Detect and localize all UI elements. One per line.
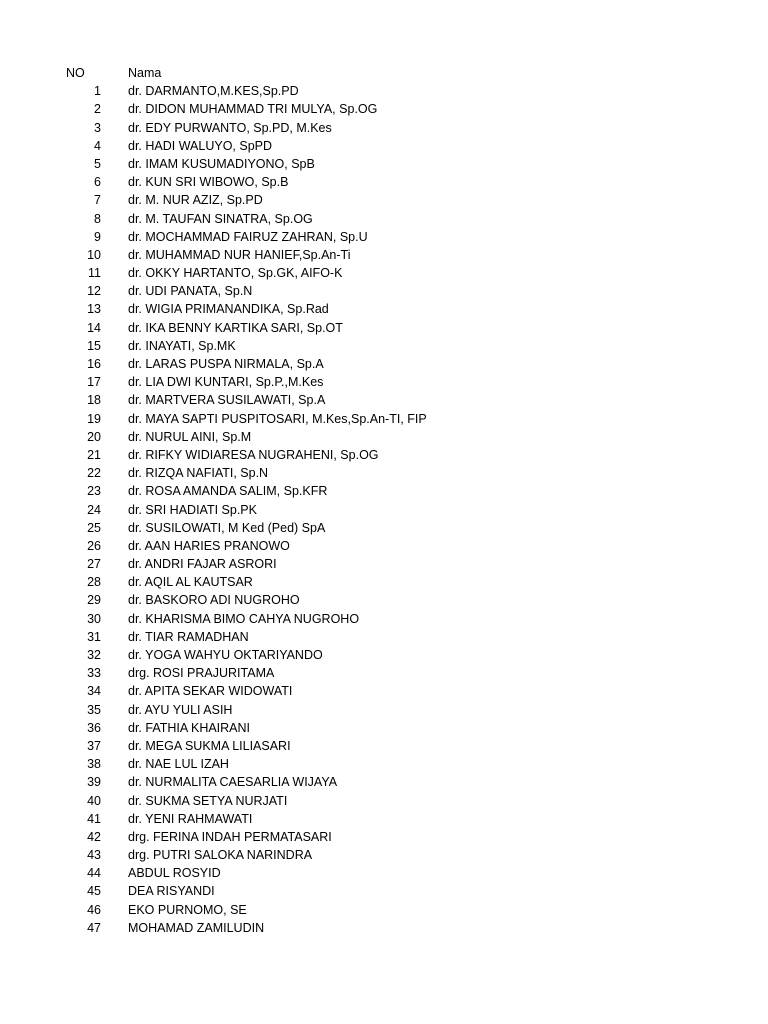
table-row — [0, 210, 768, 228]
table-row — [0, 264, 768, 282]
table-row — [0, 537, 768, 555]
table-row — [0, 337, 768, 355]
row-number: 20 — [87, 429, 101, 444]
row-number: 29 — [87, 593, 101, 608]
row-number: 14 — [87, 320, 101, 335]
row-name: drg. PUTRI SALOKA NARINDRA — [128, 848, 313, 863]
row-name: drg. FERINA INDAH PERMATASARI — [128, 829, 332, 844]
row-number: 26 — [87, 538, 101, 553]
table-row — [0, 482, 768, 500]
table-row — [0, 682, 768, 700]
row-name: dr. RIFKY WIDIARESA NUGRAHENI, Sp.OG — [128, 447, 379, 462]
row-name: dr. YOGA WAHYU OKTARIYANDO — [128, 648, 323, 662]
table-row — [0, 282, 768, 300]
table-row — [0, 100, 768, 118]
row-number: 12 — [87, 284, 101, 299]
row-name: dr. RIZQA NAFIATI, Sp.N — [128, 466, 269, 481]
table-row — [0, 792, 768, 810]
table-row — [0, 737, 768, 755]
row-number: 5 — [94, 156, 101, 171]
row-number: 22 — [87, 466, 101, 481]
row-number: 45 — [87, 884, 101, 899]
row-number: 19 — [87, 411, 101, 426]
row-name: dr. KUN SRI WIBOWO, Sp.B — [128, 175, 289, 190]
table-row — [0, 828, 768, 846]
row-name: ABDUL ROSYID — [128, 866, 221, 881]
row-name: dr. OKKY HARTANTO, Sp.GK, AIFO-K — [128, 266, 343, 281]
row-number: 8 — [94, 211, 101, 226]
row-number: 28 — [87, 575, 101, 590]
row-name: EKO PURNOMO, SE — [128, 902, 247, 917]
table-row — [0, 501, 768, 519]
row-number: 9 — [94, 229, 101, 244]
row-number: 38 — [87, 757, 101, 772]
table-row — [0, 246, 768, 264]
row-name: dr. LIA DWI KUNTARI, Sp.P.,M.Kes — [128, 375, 324, 390]
table-row — [0, 755, 768, 773]
row-number: 1 — [94, 84, 101, 99]
table-row — [0, 664, 768, 682]
row-name: dr. WIGIA PRIMANANDIKA, Sp.Rad — [128, 302, 329, 317]
table-row — [0, 864, 768, 882]
row-name: dr. EDY PURWANTO, Sp.PD, M.Kes — [128, 120, 332, 135]
row-number: 24 — [87, 502, 101, 517]
row-name: dr. M. NUR AZIZ, Sp.PD — [128, 193, 263, 208]
row-number: 32 — [87, 648, 101, 662]
table-row — [0, 573, 768, 591]
row-name: dr. KHARISMA BIMO CAHYA NUGROHO — [128, 611, 360, 626]
row-name: dr. MUHAMMAD NUR HANIEF,Sp.An-Ti — [128, 247, 351, 262]
row-name: DEA RISYANDI — [128, 884, 215, 899]
row-number: 10 — [87, 247, 101, 262]
row-name: dr. DARMANTO,M.KES,Sp.PD — [128, 84, 299, 99]
row-name: dr. AYU YULI ASIH — [128, 702, 233, 717]
row-name: dr. HADI WALUYO, SpPD — [128, 138, 273, 153]
table-row — [0, 555, 768, 573]
table-row — [0, 591, 768, 609]
row-number: 2 — [94, 102, 101, 117]
row-number: 6 — [94, 175, 101, 190]
row-name: drg. ROSI PRAJURITAMA — [128, 666, 275, 681]
table-row — [0, 610, 768, 628]
table-body — [0, 82, 768, 937]
row-name: dr. TIAR RAMADHAN — [128, 629, 249, 644]
header-no: NO — [66, 66, 85, 80]
row-number: 17 — [87, 375, 101, 390]
row-name: MOHAMAD ZAMILUDIN — [128, 920, 265, 935]
row-name: dr. M. TAUFAN SINATRA, Sp.OG — [128, 211, 313, 226]
table-row — [0, 137, 768, 155]
row-name: dr. DIDON MUHAMMAD TRI MULYA, Sp.OG — [128, 102, 378, 117]
row-name: dr. NAE LUL IZAH — [128, 757, 229, 772]
row-number: 39 — [87, 775, 101, 790]
table-row — [0, 428, 768, 446]
table-row — [0, 810, 768, 828]
row-name: dr. ROSA AMANDA SALIM, Sp.KFR — [128, 484, 328, 499]
table-row — [0, 82, 768, 100]
table-row — [0, 300, 768, 318]
row-number: 15 — [87, 338, 101, 353]
row-name: dr. NURMALITA CAESARLIA WIJAYA — [128, 775, 338, 790]
row-number: 35 — [87, 702, 101, 717]
row-number: 43 — [87, 848, 101, 863]
row-name: dr. IMAM KUSUMADIYONO, SpB — [128, 156, 315, 171]
row-number: 18 — [87, 393, 101, 408]
row-number: 46 — [87, 902, 101, 917]
row-name: dr. YENI RAHMAWATI — [128, 811, 253, 826]
row-name: dr. AQIL AL KAUTSAR — [128, 575, 253, 590]
row-number: 42 — [87, 829, 101, 844]
row-name: dr. MAYA SAPTI PUSPITOSARI, M.Kes,Sp.An-TI, FIP — [128, 411, 427, 426]
table-row — [0, 646, 768, 664]
table-row — [0, 901, 768, 919]
row-name: dr. SUKMA SETYA NURJATI — [128, 793, 288, 808]
row-name: dr. IKA BENNY KARTIKA SARI, Sp.OT — [128, 320, 343, 335]
row-number: 27 — [87, 557, 101, 572]
table-row — [0, 446, 768, 464]
table-row — [0, 519, 768, 537]
row-number: 25 — [87, 520, 101, 535]
row-name: dr. AAN HARIES PRANOWO — [128, 538, 290, 553]
row-number: 13 — [87, 302, 101, 317]
table-row — [0, 228, 768, 246]
row-name: dr. INAYATI, Sp.MK — [128, 338, 236, 353]
table-row — [0, 319, 768, 337]
table-row — [0, 773, 768, 791]
row-name: dr. FATHIA KHAIRANI — [128, 720, 251, 735]
table-row — [0, 846, 768, 864]
table-row — [0, 919, 768, 937]
row-number: 34 — [87, 684, 101, 699]
row-number: 23 — [87, 484, 101, 499]
row-name: dr. SUSILOWATI, M Ked (Ped) SpA — [128, 520, 326, 535]
row-name: dr. NURUL AINI, Sp.M — [128, 429, 252, 444]
row-number: 36 — [87, 720, 101, 735]
name-list-table — [0, 64, 768, 937]
table-row — [0, 701, 768, 719]
row-name: dr. UDI PANATA, Sp.N — [128, 284, 253, 299]
row-name: dr. ANDRI FAJAR ASRORI — [128, 557, 277, 572]
table-row — [0, 119, 768, 137]
table-row — [0, 628, 768, 646]
row-number: 7 — [94, 193, 101, 208]
row-number: 31 — [87, 629, 101, 644]
table-header-row — [0, 64, 768, 82]
row-number: 16 — [87, 357, 101, 371]
row-name: dr. BASKORO ADI NUGROHO — [128, 593, 300, 608]
table-row — [0, 191, 768, 209]
row-number: 40 — [87, 793, 101, 808]
row-number: 47 — [87, 920, 101, 935]
row-number: 44 — [87, 866, 101, 881]
row-number: 4 — [94, 138, 101, 153]
header-name: Nama — [128, 66, 162, 80]
table-row — [0, 173, 768, 191]
table-row — [0, 355, 768, 373]
row-number: 41 — [87, 811, 101, 826]
row-number: 11 — [88, 266, 101, 281]
row-number: 3 — [94, 120, 101, 135]
row-number: 30 — [87, 611, 101, 626]
table-row — [0, 719, 768, 737]
table-row — [0, 391, 768, 409]
table-row — [0, 155, 768, 173]
row-number: 37 — [87, 738, 101, 753]
row-number: 33 — [87, 666, 101, 681]
table-row — [0, 373, 768, 391]
table-row — [0, 410, 768, 428]
row-name: dr. MEGA SUKMA LILIASARI — [128, 738, 291, 753]
row-name: dr. LARAS PUSPA NIRMALA, Sp.A — [128, 357, 324, 371]
table-row — [0, 882, 768, 900]
row-name: dr. APITA SEKAR WIDOWATI — [128, 684, 293, 699]
table-row — [0, 464, 768, 482]
row-name: dr. MOCHAMMAD FAIRUZ ZAHRAN, Sp.U — [128, 229, 368, 244]
row-number: 21 — [87, 447, 101, 462]
row-name: dr. MARTVERA SUSILAWATI, Sp.A — [128, 393, 326, 408]
row-name: dr. SRI HADIATI Sp.PK — [128, 502, 257, 517]
